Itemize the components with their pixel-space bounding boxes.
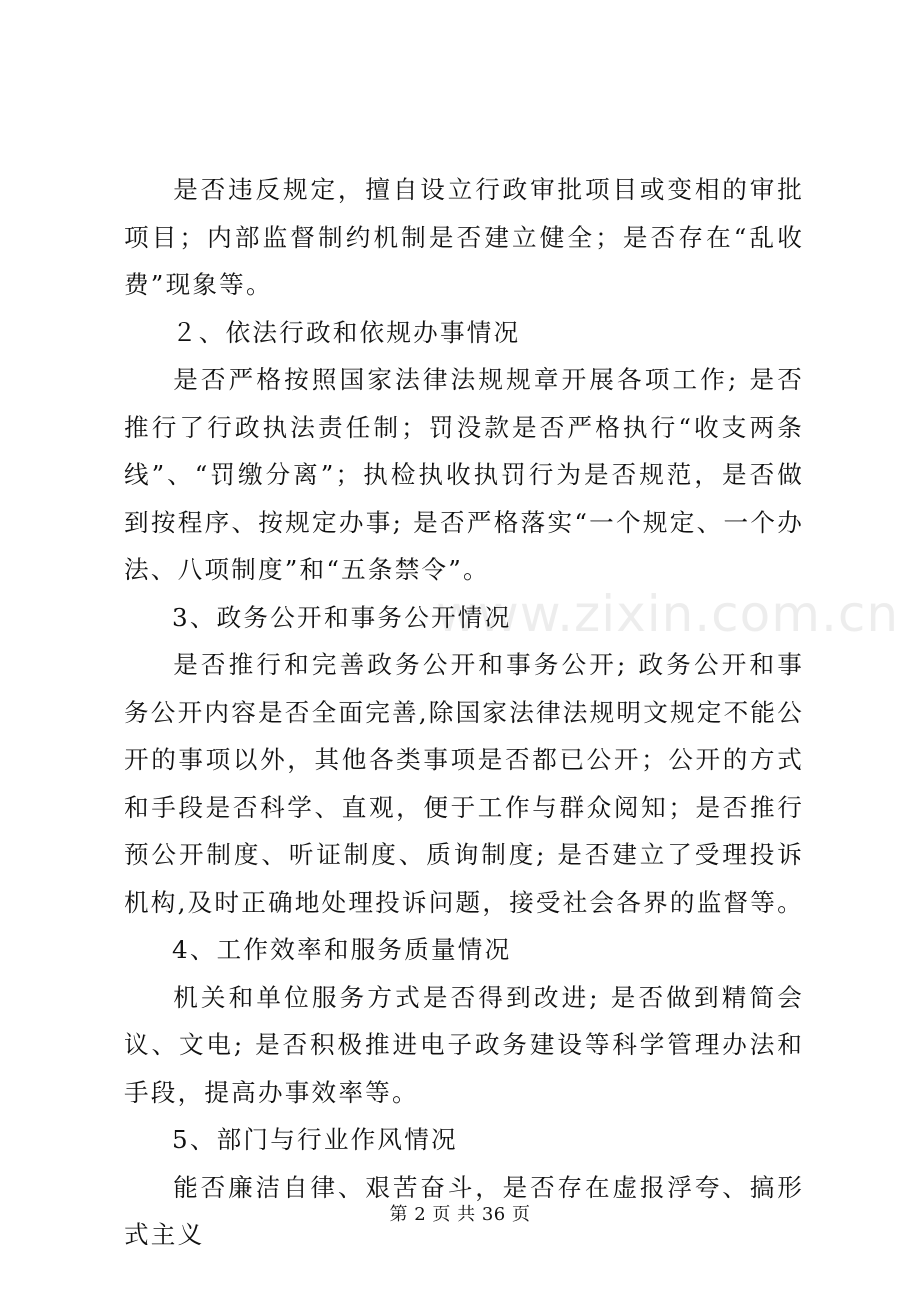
paragraph: 能否廉洁自律、艰苦奋斗，是否存在虚报浮夸、搞形式主义 xyxy=(124,1172,804,1249)
paragraph: 机关和单位服务方式是否得到改进; 是否做到精简会议、文电; 是否积极推进电子政务建设等科学管理办法和手段，提高办事效率等。 xyxy=(124,982,804,1107)
page-footer: 第 2 页 共 36 页 xyxy=(389,1204,531,1225)
section-heading: ２、依法行政和依规办事情况 xyxy=(172,317,521,347)
watermark: www.zixin.com.cn xyxy=(436,585,900,643)
paragraph: 是否推行和完善政务公开和事务公开; 政务公开和事务公开内容是否全面完善,除国家法律法规明文规定不能公开的事项以外，其他各类事项是否都已公开；公开的方式和手段是否科学、直观，便于工作与群众阅知；是否推行预公开制度、听证制度、质询制度; 是否建立了受理投诉机构,及时正确地处理投诉问题，接受社会各界的监督等。 xyxy=(124,650,804,917)
section-heading: 5、部门与行业作风情况 xyxy=(172,1125,458,1154)
section-heading: 4、工作效率和服务质量情况 xyxy=(172,935,512,964)
document-body xyxy=(124,166,804,1259)
paragraph: 是否严格按照国家法律法规规章开展各项工作; 是否推行了行政执法责任制；罚没款是否严格执行“收支两条线”、“罚缴分离”；执检执收执罚行为是否规范，是否做到按程序、按规定办事; 是否严格落实“一个规定、一个办法、八项制度”和“五条禁令”。 xyxy=(124,365,804,584)
section-heading: 3、政务公开和事务公开情况 xyxy=(172,602,512,632)
paragraph: 是否违反规定，擅自设立行政审批项目或变相的审批项目；内部监督制约机制是否建立健全；是否存在“乱收费”现象等。 xyxy=(124,175,804,299)
